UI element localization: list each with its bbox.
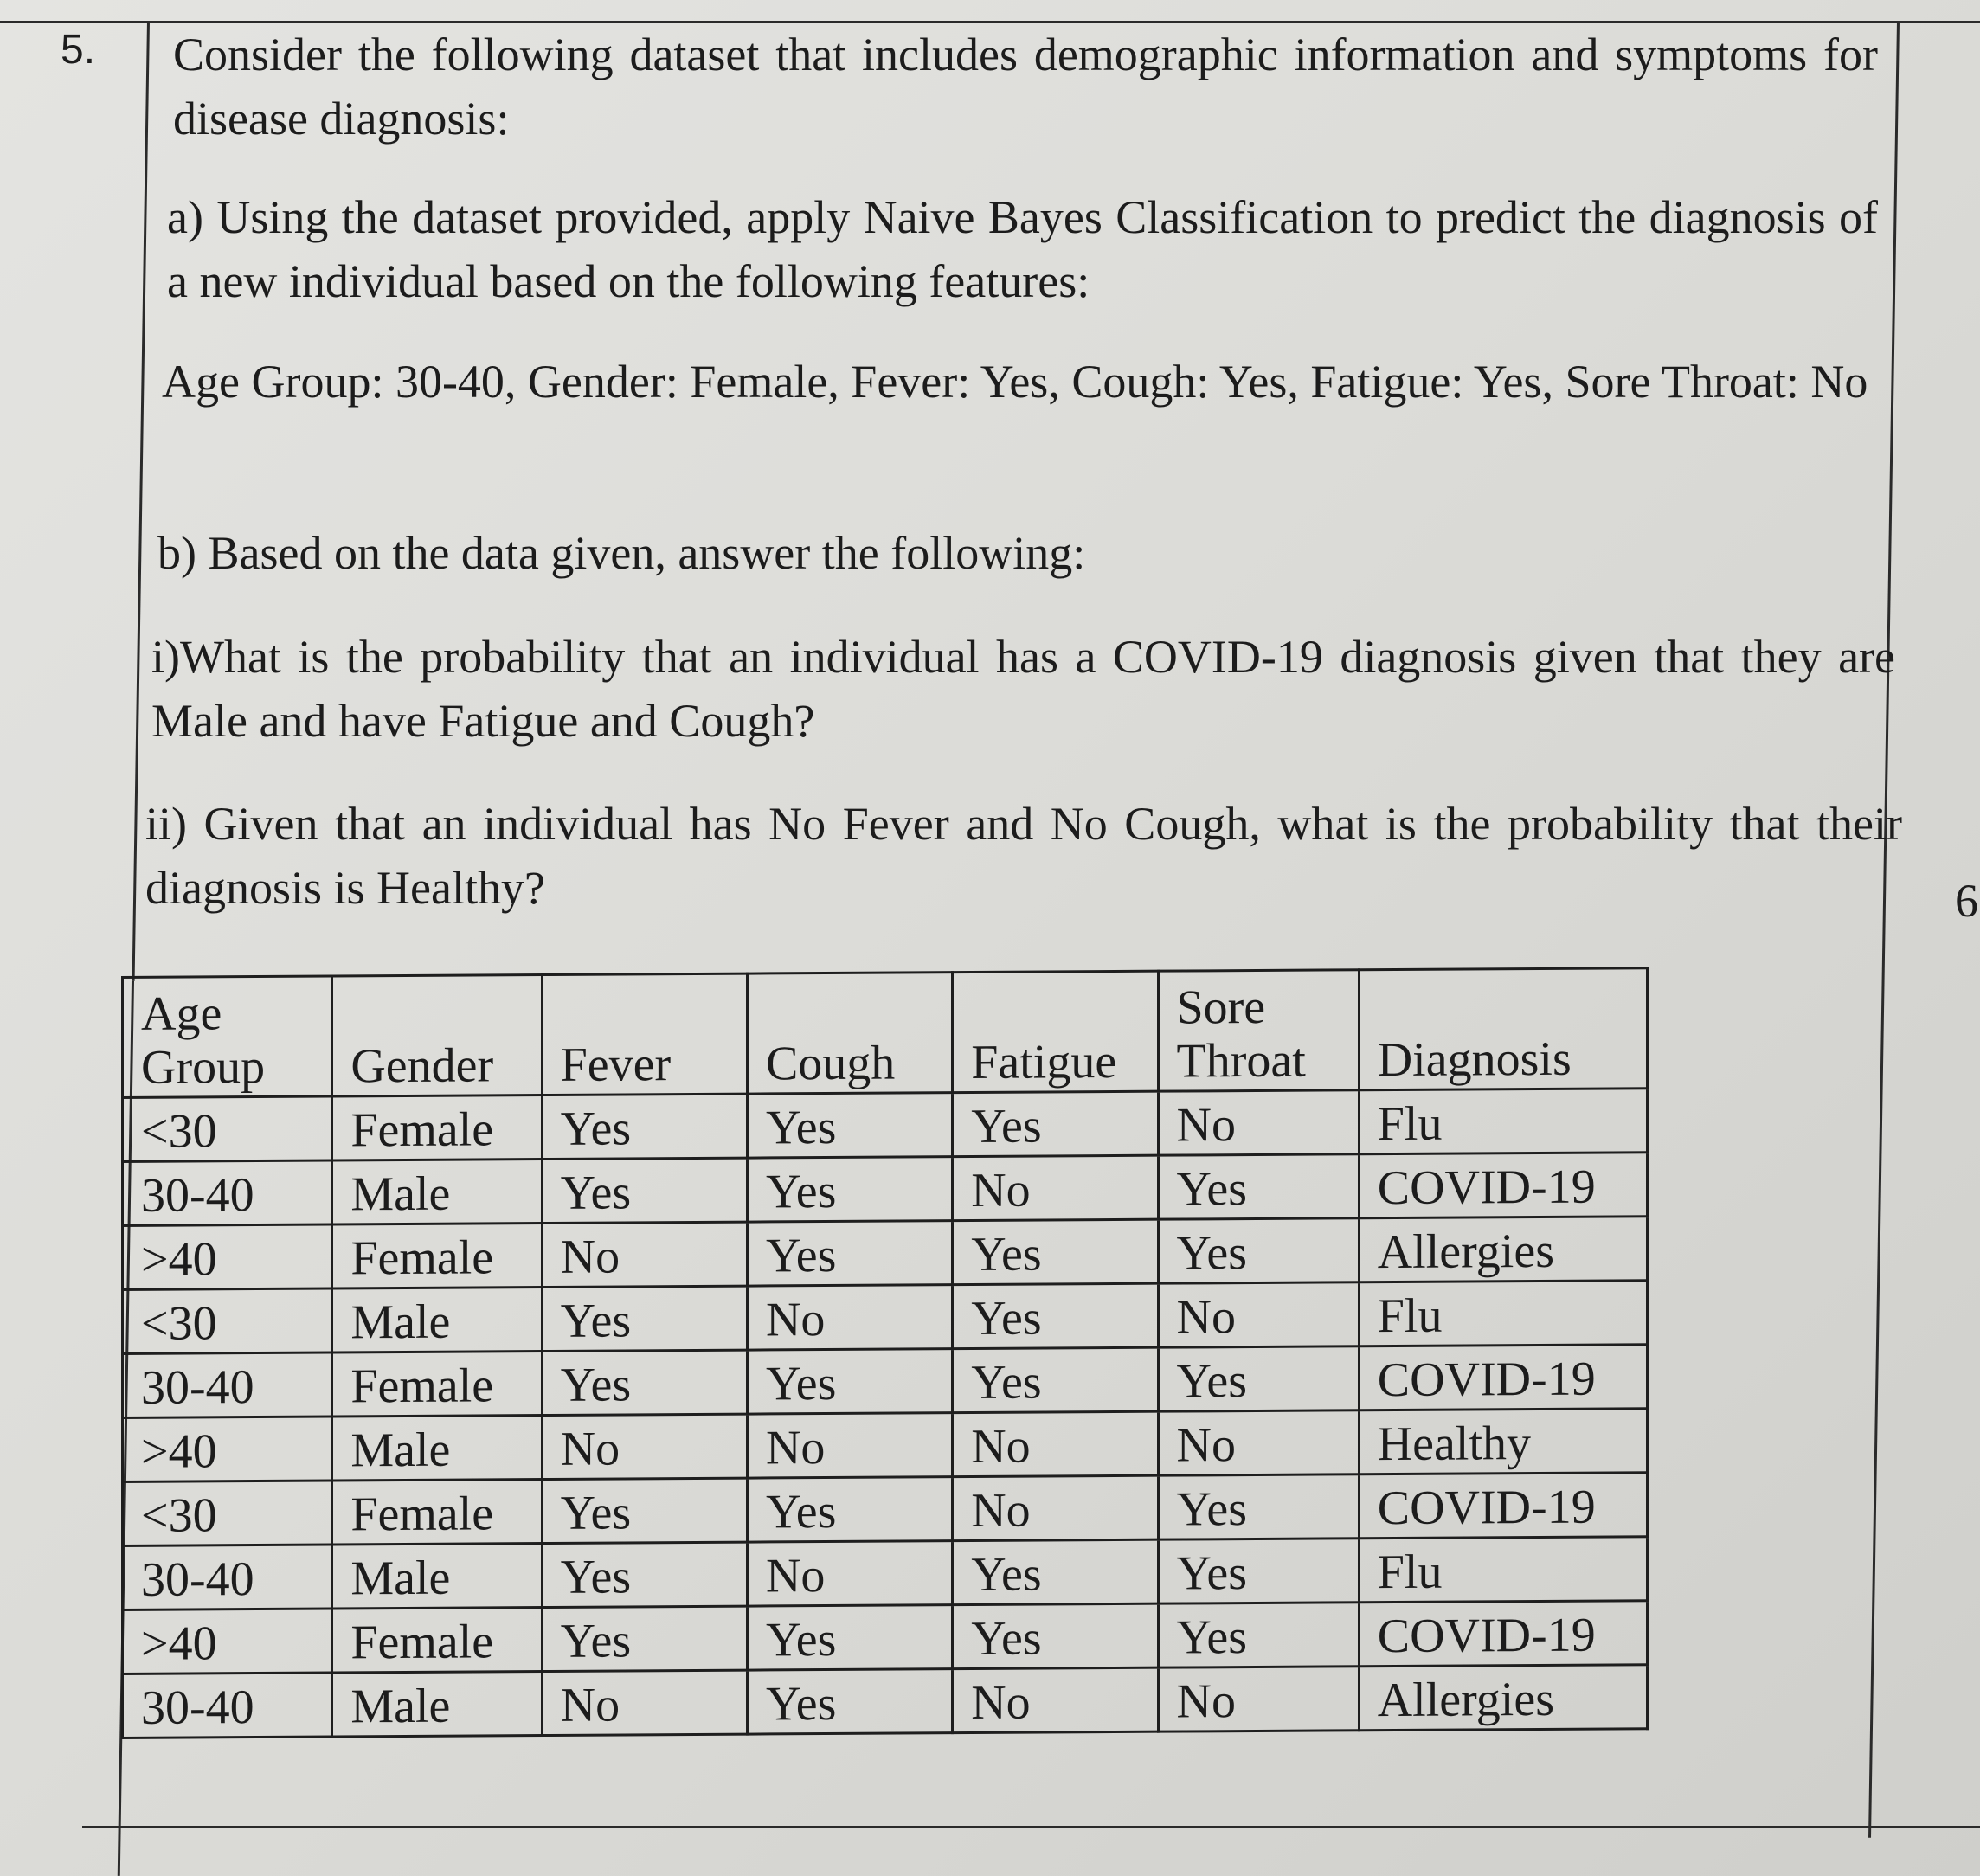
- cell-sore-throat: Yes: [1158, 1603, 1359, 1667]
- table-row: [123, 1345, 1648, 1418]
- cell-diagnosis: COVID-19: [1359, 1153, 1647, 1218]
- part-a-text: a) Using the dataset provided, apply Naive Bayes Classification to predict the diagnosis of a new individual based on the following features:: [167, 191, 1878, 307]
- bottom-border-line: [82, 1826, 1980, 1828]
- header-fever: Fever: [542, 973, 747, 1095]
- cell-age-group: 30-40: [123, 1673, 332, 1738]
- cell-sore-throat: No: [1158, 1090, 1359, 1155]
- cell-sore-throat: Yes: [1158, 1474, 1359, 1539]
- cell-gender: Male: [332, 1672, 542, 1737]
- cell-gender: Male: [332, 1160, 542, 1224]
- cell-fever: No: [542, 1414, 747, 1479]
- cell-fever: Yes: [542, 1286, 747, 1351]
- cell-fever: No: [542, 1222, 747, 1287]
- cell-age-group: <30: [123, 1288, 332, 1353]
- table-row: [123, 1153, 1648, 1226]
- cell-age-group: <30: [123, 1481, 332, 1545]
- cell-fever: Yes: [542, 1350, 747, 1415]
- header-sore-throat: Sore Throat: [1158, 970, 1359, 1091]
- cell-sore-throat: No: [1158, 1410, 1359, 1475]
- cell-sore-throat: No: [1158, 1282, 1359, 1347]
- cell-fatigue: Yes: [953, 1347, 1158, 1412]
- cell-sore-throat: Yes: [1158, 1154, 1359, 1219]
- cell-fatigue: Yes: [953, 1539, 1158, 1604]
- cell-diagnosis: Allergies: [1359, 1217, 1647, 1282]
- cell-fever: No: [542, 1670, 747, 1735]
- table-header-row: [123, 968, 1648, 1098]
- marks-value: 6: [1955, 875, 1978, 927]
- cell-fatigue: Yes: [953, 1219, 1158, 1284]
- cell-diagnosis: Flu: [1359, 1537, 1647, 1603]
- cell-fever: Yes: [542, 1606, 747, 1671]
- part-b-text: b) Based on the data given, answer the following:: [158, 527, 1086, 579]
- header-cough: Cough: [747, 973, 952, 1094]
- cell-fatigue: Yes: [953, 1603, 1158, 1668]
- cell-fever: Yes: [542, 1478, 747, 1543]
- cell-gender: Female: [332, 1480, 542, 1545]
- cell-cough: Yes: [747, 1349, 952, 1414]
- cell-cough: Yes: [747, 1221, 952, 1286]
- cell-diagnosis: Flu: [1359, 1089, 1647, 1154]
- cell-diagnosis: COVID-19: [1359, 1473, 1647, 1539]
- cell-gender: Female: [332, 1608, 542, 1673]
- cell-fatigue: Yes: [953, 1283, 1158, 1348]
- table-row: [123, 1601, 1648, 1674]
- question-intro: Consider the following dataset that includes demographic information and symptoms for disease diagnosis:: [173, 29, 1878, 145]
- table-row: [123, 1665, 1648, 1738]
- cell-diagnosis: COVID-19: [1359, 1601, 1647, 1667]
- cell-gender: Male: [332, 1288, 542, 1352]
- cell-diagnosis: Allergies: [1359, 1665, 1647, 1731]
- table-row: [123, 1281, 1648, 1354]
- cell-sore-throat: Yes: [1158, 1218, 1359, 1283]
- cell-cough: Yes: [747, 1605, 952, 1670]
- question-number: 5.: [61, 27, 96, 73]
- cell-cough: No: [747, 1541, 952, 1606]
- table-row: [123, 1473, 1648, 1546]
- cell-fatigue: No: [953, 1155, 1158, 1220]
- cell-sore-throat: Yes: [1158, 1346, 1359, 1411]
- cell-age-group: >40: [123, 1224, 332, 1289]
- cell-gender: Female: [332, 1095, 542, 1160]
- cell-sore-throat: No: [1158, 1667, 1359, 1731]
- cell-gender: Male: [332, 1416, 542, 1481]
- cell-diagnosis: COVID-19: [1359, 1345, 1647, 1410]
- dataset-table: [121, 967, 1649, 1739]
- part-b-i-text: i)What is the probability that an individual has a COVID-19 diagnosis given that they are Male and have Fatigue and Cough?: [151, 631, 1895, 747]
- cell-cough: No: [747, 1285, 952, 1350]
- cell-fatigue: No: [953, 1411, 1158, 1476]
- cell-diagnosis: Flu: [1359, 1281, 1647, 1346]
- cell-cough: Yes: [747, 1477, 952, 1542]
- part-b-ii-text: ii) Given that an individual has No Fever and No Cough, what is the probability that their diagnosis is Healthy?: [145, 798, 1902, 914]
- cell-diagnosis: Healthy: [1359, 1409, 1647, 1474]
- cell-cough: No: [747, 1413, 952, 1478]
- cell-cough: Yes: [747, 1157, 952, 1222]
- table-row: [123, 1217, 1648, 1290]
- cell-gender: Female: [332, 1224, 542, 1288]
- cell-cough: Yes: [747, 1669, 952, 1734]
- cell-gender: Male: [332, 1544, 542, 1609]
- cell-fever: Yes: [542, 1094, 747, 1159]
- cell-age-group: <30: [123, 1096, 332, 1161]
- cell-fatigue: Yes: [953, 1091, 1158, 1156]
- header-gender: Gender: [332, 975, 542, 1096]
- cell-fever: Yes: [542, 1542, 747, 1607]
- cell-gender: Female: [332, 1352, 542, 1417]
- cell-sore-throat: Yes: [1158, 1539, 1359, 1603]
- table-row: [123, 1089, 1648, 1162]
- header-age-group: Age Group: [123, 976, 332, 1097]
- header-fatigue: Fatigue: [953, 971, 1158, 1092]
- cell-age-group: 30-40: [123, 1545, 332, 1609]
- cell-fatigue: No: [953, 1667, 1158, 1732]
- cell-fever: Yes: [542, 1158, 747, 1223]
- cell-age-group: 30-40: [123, 1160, 332, 1225]
- cell-age-group: >40: [123, 1609, 332, 1674]
- new-individual-features: Age Group: 30-40, Gender: Female, Fever: Yes, Cough: Yes, Fatigue: Yes, Sore Throat: No: [162, 356, 1868, 408]
- header-diagnosis: Diagnosis: [1359, 968, 1647, 1090]
- table-row: [123, 1537, 1648, 1610]
- cell-fatigue: No: [953, 1475, 1158, 1540]
- cell-cough: Yes: [747, 1093, 952, 1158]
- cell-age-group: >40: [123, 1417, 332, 1481]
- table-row: [123, 1409, 1648, 1482]
- cell-age-group: 30-40: [123, 1352, 332, 1417]
